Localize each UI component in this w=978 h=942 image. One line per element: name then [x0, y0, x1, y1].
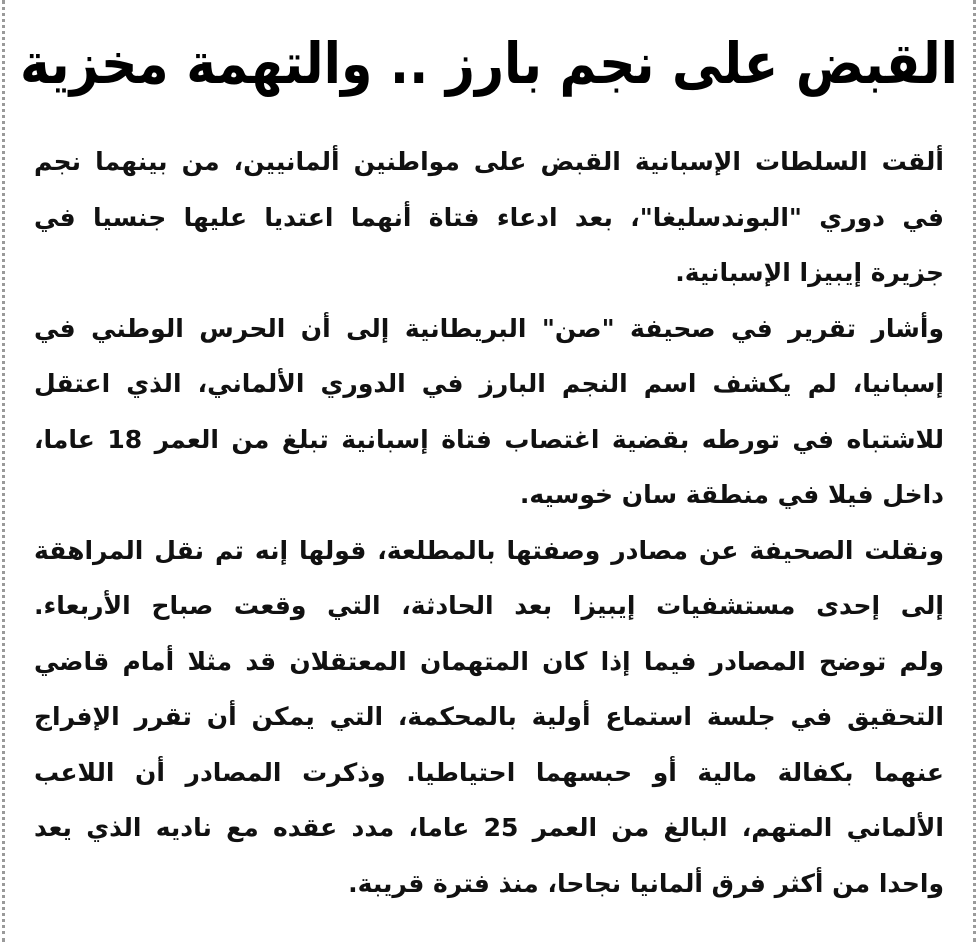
dotted-border-right: [973, 0, 976, 942]
article-line: ولم توضح المصادر فيما إذا كان المتهمان المعتقلان قد مثلا أمام قاضي: [34, 646, 944, 676]
article-line: وأشار تقرير في صحيفة "صن" البريطانية إلى أن الحرس الوطني في: [34, 313, 944, 343]
article-line: إسبانيا، لم يكشف اسم النجم البارز في الدوري الألماني، الذي اعتقل: [34, 369, 944, 398]
article-line: للاشتباه في تورطه بقضية اغتصاب فتاة إسبانية تبلغ من العمر 18 عاما،: [34, 424, 944, 454]
article-line: ونقلت الصحيفة عن مصادر وصفتها بالمطلعة، قولها إنه تم نقل المراهقة: [34, 535, 944, 565]
article-line: في دوري "البوندسليغا"، بعد ادعاء فتاة أنهما اعتديا عليها جنسيا في: [34, 202, 944, 232]
dotted-border-left: [2, 0, 5, 942]
article-line: داخل فيلا في منطقة سان خوسيه.: [519, 480, 944, 509]
article-line: التحقيق في جلسة استماع أولية بالمحكمة، التي يمكن أن تقرر الإفراج: [34, 702, 944, 731]
article-line: واحدا من أكثر فرق ألمانيا نجاحا، منذ فترة قريبة.: [348, 868, 944, 898]
article-body: [34, 134, 944, 911]
article-line: عنهما بكفالة مالية أو حبسهما احتياطيا. وذكرت المصادر أن اللاعب: [34, 757, 944, 787]
headline: القبض على نجم بارز .. والتهمة مخزية: [20, 30, 958, 97]
article-line: جزيرة إيبيزا الإسبانية.: [675, 258, 944, 287]
article-line: الألماني المتهم، البالغ من العمر 25 عاما، مدد عقده مع ناديه الذي يعد: [34, 813, 944, 842]
article-line: إلى إحدى مستشفيات إيبيزا بعد الحادثة، التي وقعت صباح الأربعاء.: [34, 591, 944, 620]
article-line: ألقت السلطات الإسبانية القبض على مواطنين ألمانيين، من بينهما نجم: [34, 147, 944, 176]
